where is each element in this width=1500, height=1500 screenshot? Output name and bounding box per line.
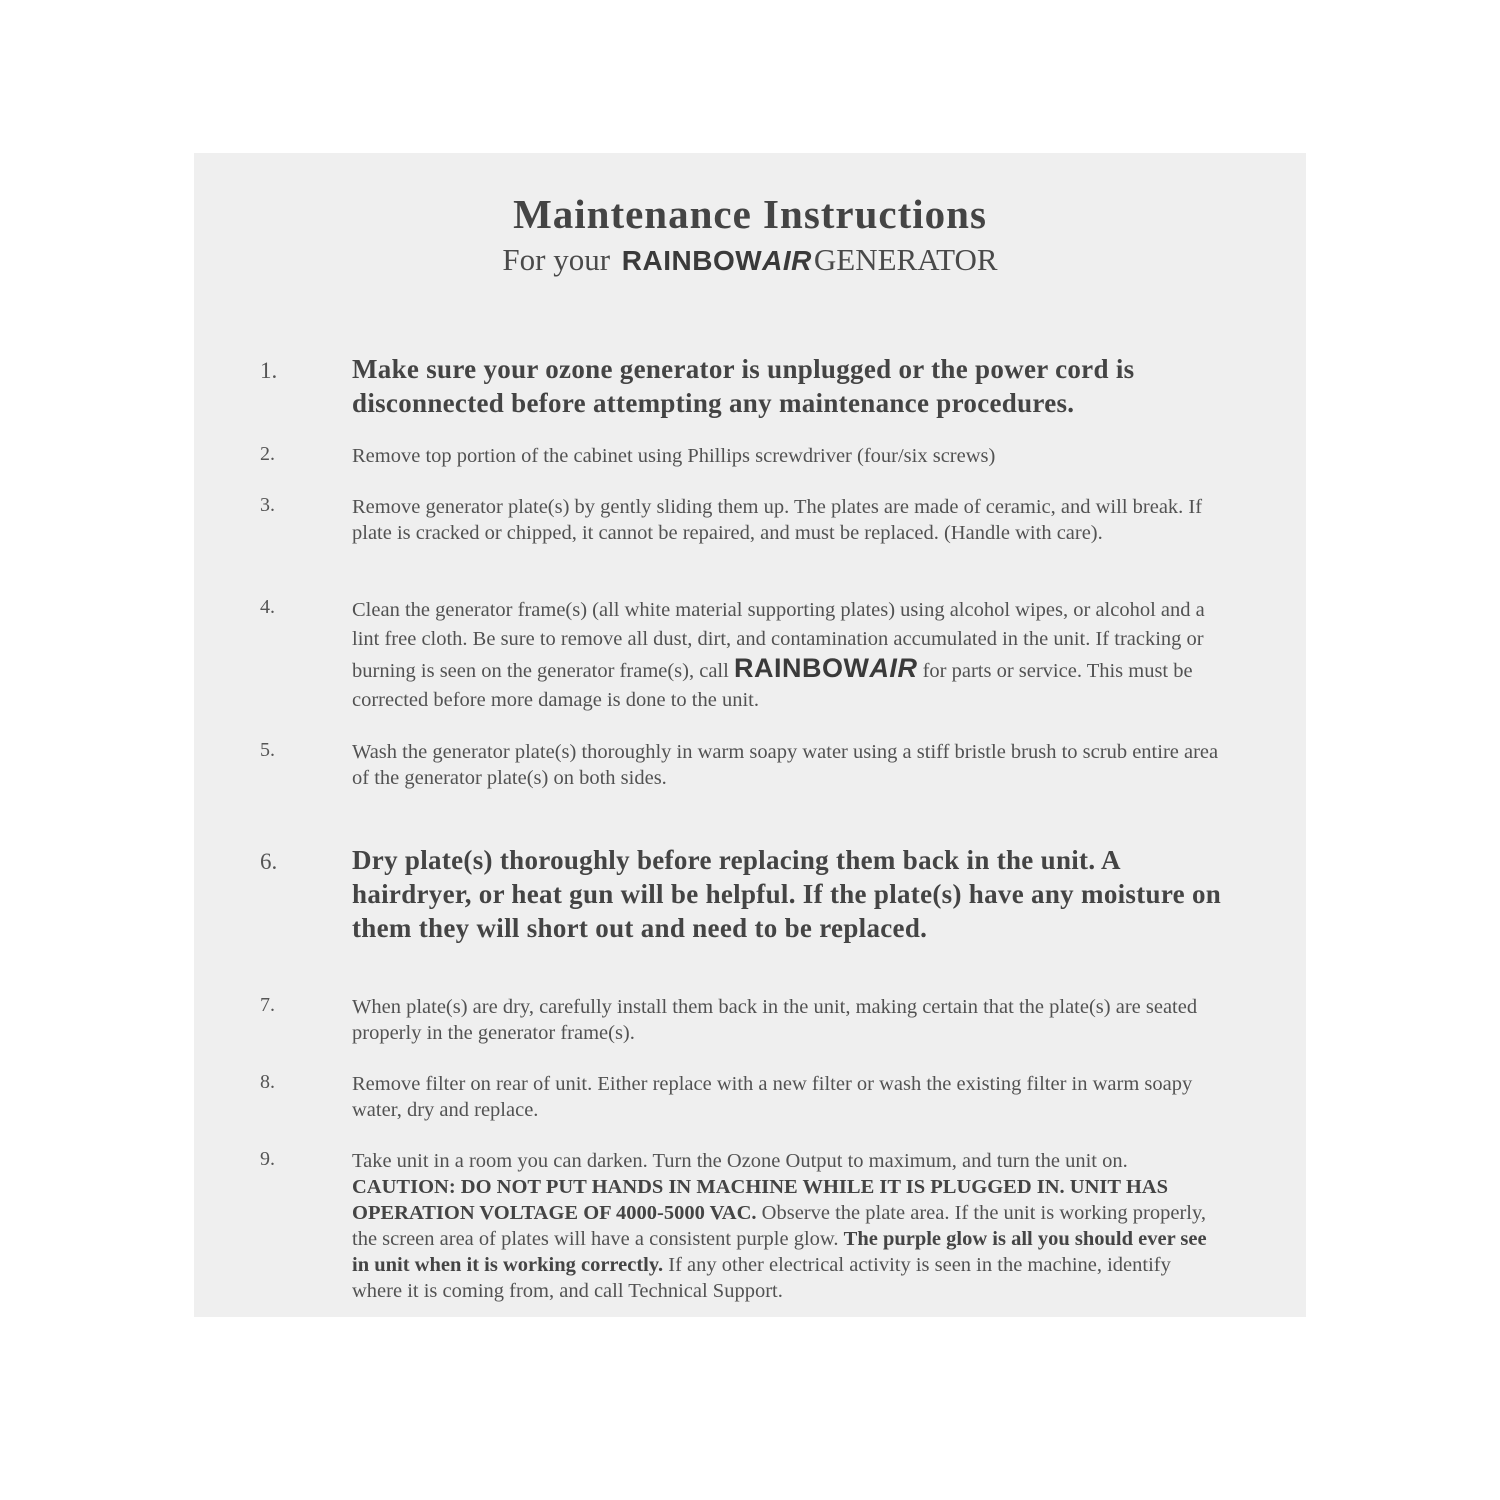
page-subtitle xyxy=(0,242,1500,278)
step-text: Wash the generator plate(s) thoroughly in warm soapy water using a stiff bristle brush to scrub entire area of the generator plate(s) on both sides. xyxy=(352,741,1219,789)
subtitle-suffix: GENERATOR xyxy=(813,242,998,277)
step-text-part-2: Observe the plate area. If the unit is working properly, the screen area of plates will have a consistent purple glow. xyxy=(352,1202,1207,1250)
step-text-after: for parts or service. This must be corrected before more damage is done to the unit. xyxy=(352,660,1193,711)
step-text: Remove generator plate(s) by gently sliding them up. The plates are made of ceramic, and will break. If plate is cracked or chipped, it cannot be repaired, and must be replaced. (Handle with care). xyxy=(352,496,1203,544)
brand-logo-inline xyxy=(734,653,917,683)
caution-warning: CAUTION: DO NOT PUT HANDS IN MACHINE WHILE IT IS PLUGGED IN. UNIT HAS OPERATION VOLTAGE OF 4000-5000 VAC. xyxy=(352,1176,1168,1224)
subtitle-prefix: For your xyxy=(502,242,611,277)
step-text: When plate(s) are dry, carefully install them back in the unit, making certain that the plate(s) are seated properly in the generator frame(s). xyxy=(352,996,1198,1044)
step-text-before: Clean the generator frame(s) (all white material supporting plates) using alcohol wipes, or alcohol and a lint free cloth. Be sure to remove all dust, dirt, and contamination accumulated in the unit. If tracking or burning is seen on the generator frame(s), call xyxy=(352,599,1205,682)
step-number: 4. xyxy=(260,596,275,618)
instruction-sheet xyxy=(194,153,1306,1317)
step-number: 1. xyxy=(260,358,278,383)
brand-main: RAINBOW xyxy=(733,653,870,683)
purple-glow-emphasis: The purple glow is all you should ever see in unit when it is working correctly. xyxy=(352,1228,1207,1276)
step-text xyxy=(352,596,1222,715)
page-title: Maintenance Instructions xyxy=(513,191,987,237)
step-number: 2. xyxy=(260,443,275,465)
brand-logo xyxy=(622,245,812,276)
brand-air: AIR xyxy=(869,653,918,683)
step-number: 7. xyxy=(260,994,275,1016)
step-number: 6. xyxy=(260,849,278,874)
brand-main: RAINBOW xyxy=(621,245,763,276)
step-text-part-3: If any other electrical activity is seen in the machine, identify where it is coming from, and call Technical Support. xyxy=(352,1254,1171,1302)
step-number: 8. xyxy=(260,1071,275,1093)
brand-air: AIR xyxy=(762,245,812,276)
step-text: Remove top portion of the cabinet using Phillips screwdriver (four/six screws) xyxy=(352,445,996,467)
step-text: Remove filter on rear of unit. Either replace with a new filter or wash the existing filter in warm soapy water, dry and replace. xyxy=(352,1073,1193,1121)
step-number: 3. xyxy=(260,494,275,516)
step-text xyxy=(352,1148,1222,1304)
step-number: 5. xyxy=(260,739,275,761)
step-number: 9. xyxy=(260,1148,275,1170)
step-text: Make sure your ozone generator is unplugged or the power cord is disconnected before attempting any maintenance procedures. xyxy=(352,354,1135,418)
step-text-part-1: Take unit in a room you can darken. Turn the Ozone Output to maximum, and turn the unit on. xyxy=(352,1150,1128,1172)
step-text: Dry plate(s) thoroughly before replacing them back in the unit. A hairdryer, or heat gun will be helpful. If the plate(s) have any moisture on them they will short out and need to be replaced. xyxy=(352,845,1222,943)
